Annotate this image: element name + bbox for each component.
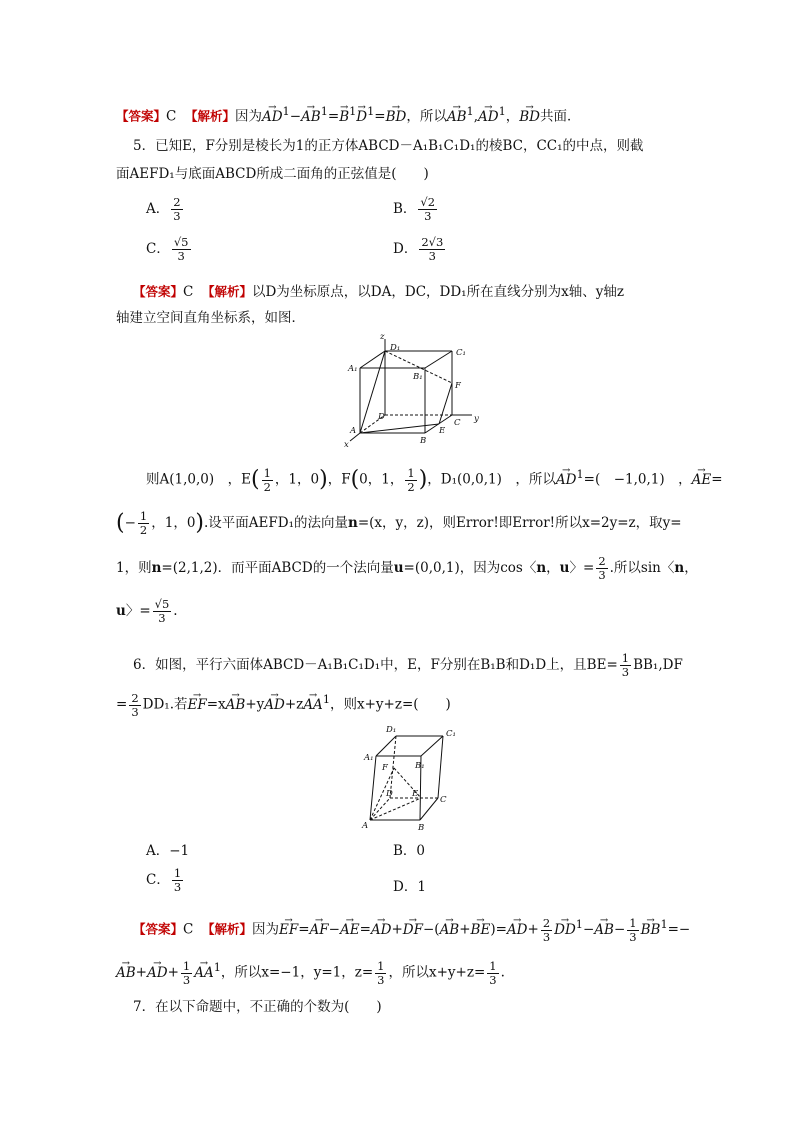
op: + <box>391 921 403 938</box>
text: ，则x+y+z=( ) <box>329 696 451 713</box>
fraction <box>262 467 273 494</box>
text: =(0,0,1)，因为cos〈 <box>403 560 537 576</box>
sup: 1 <box>367 105 375 118</box>
text: ，所以 <box>406 108 447 125</box>
q6-option-c <box>146 867 185 894</box>
sup: 1 <box>349 105 357 118</box>
op: −( <box>422 921 440 938</box>
q5-solution-line5 <box>116 555 698 582</box>
q5-option-a <box>146 196 185 223</box>
option-label: B． <box>393 201 417 217</box>
edge <box>420 798 438 820</box>
q5-stem-line1: 5．已知E，F分别是棱长为1的正方体ABCD－A₁B₁C₁D₁的棱BC，CC₁的中点，则截 <box>133 138 644 154</box>
sup: 1 <box>213 961 221 974</box>
edge <box>370 756 376 820</box>
q6-answer-line2 <box>116 958 505 987</box>
fraction <box>138 510 149 537</box>
option-label: C． <box>146 872 170 888</box>
numerator: 1 <box>377 958 385 973</box>
numerator: √2 <box>420 195 436 209</box>
fraction <box>418 196 437 223</box>
q5-option-b <box>393 196 439 223</box>
q6-option-d <box>393 875 426 895</box>
op: − <box>613 921 626 938</box>
vector: → AE <box>692 470 712 490</box>
label: F <box>455 381 461 391</box>
fraction <box>181 960 192 987</box>
vector-u: u <box>393 560 404 576</box>
denominator: 2 <box>407 479 415 494</box>
op: = <box>359 921 371 938</box>
fraction <box>419 236 445 263</box>
vector: → EF <box>279 920 298 940</box>
vector-u: u <box>116 603 126 619</box>
text: ，所以x=−1，y=1，z= <box>220 964 374 981</box>
fraction <box>375 960 386 987</box>
vector: → AD <box>264 695 285 715</box>
numerator: 2 <box>598 554 606 568</box>
fraction <box>153 598 172 625</box>
explanation-tag: 【解析】 <box>201 284 252 299</box>
vector: → AB <box>594 920 614 940</box>
numerator: 2 <box>131 690 139 705</box>
text: 1，则 <box>116 560 152 576</box>
numerator: √5 <box>154 597 170 611</box>
paren: ( <box>116 510 125 536</box>
option-label: C． <box>146 241 170 257</box>
sup: 1 <box>466 105 474 118</box>
numerator: 1 <box>621 651 630 665</box>
fraction <box>129 692 140 719</box>
text: 以D为坐标原点，以DA，DC，DD₁所在直线分别为x轴、y轴z <box>251 284 624 300</box>
numerator: 1 <box>139 509 148 523</box>
answer-tag: 【答案】 <box>116 108 167 124</box>
label: A <box>350 426 357 436</box>
vector: → AD <box>262 107 283 127</box>
label: C₁ <box>456 348 466 358</box>
sup: 1 <box>576 468 584 481</box>
vector: → AA <box>303 695 323 715</box>
answer-tag: 【答案】 <box>133 284 184 299</box>
op: − <box>582 921 595 938</box>
vector-n: n <box>674 560 685 576</box>
answer-value: C <box>183 284 194 300</box>
op: + <box>459 921 471 938</box>
label: A₁ <box>364 753 374 763</box>
numerator: 1 <box>629 915 637 930</box>
numerator: 1 <box>407 465 415 480</box>
denominator: 3 <box>173 209 181 223</box>
edge <box>360 351 385 368</box>
denominator: 3 <box>598 568 606 582</box>
label: A₁ <box>348 364 358 374</box>
numerator: √5 <box>173 235 189 249</box>
explanation-tag: 【解析】 <box>201 921 252 937</box>
label: F <box>382 763 388 773</box>
fraction <box>627 917 638 944</box>
text: .设平面AEFD₁的法向量 <box>204 515 349 531</box>
edge <box>376 736 396 756</box>
vector: → AE <box>340 920 360 940</box>
denominator: 2 <box>139 523 148 537</box>
q5-answer-line <box>133 282 624 302</box>
vector: → BB <box>641 920 661 940</box>
q5-option-d <box>393 236 447 263</box>
hidden-edge <box>370 798 390 820</box>
q4-answer-line <box>116 102 580 127</box>
label: B <box>418 823 425 833</box>
label: E <box>412 789 419 799</box>
q6-option-a <box>146 839 189 859</box>
label: y <box>474 414 479 424</box>
fraction <box>405 467 416 494</box>
label: D₁ <box>386 725 397 735</box>
denominator: 3 <box>131 704 139 719</box>
vector-u: u <box>559 560 570 576</box>
text: ，1，0 <box>274 471 320 488</box>
fraction <box>487 960 498 987</box>
op: =− <box>667 921 691 938</box>
text: ，D₁(0,0,1) ，所以 <box>427 471 556 488</box>
option-value: 0 <box>416 843 426 859</box>
text: = <box>116 696 128 713</box>
vector: → EF <box>188 695 207 715</box>
text: 则A(1,0,0) ，E <box>146 471 251 488</box>
q5-explanation-line2: 轴建立空间直角坐标系，如图． <box>116 310 305 326</box>
op: = <box>374 108 386 125</box>
label: D <box>378 412 385 422</box>
sup: 1 <box>282 105 290 118</box>
q5-stem-line2: 面AEFD₁与底面ABCD所成二面角的正弦值是( ) <box>116 166 429 182</box>
numerator: 2√3 <box>421 235 444 249</box>
label: D <box>386 789 393 799</box>
text: =( −1,0,1) ， <box>583 471 692 488</box>
text: .所以sin〈 <box>609 560 675 576</box>
text: ， <box>684 560 698 576</box>
line-AE <box>370 798 421 820</box>
vector: → AD <box>147 963 168 983</box>
numerator: 1 <box>263 465 271 480</box>
edge <box>425 351 452 368</box>
vector: → AA <box>194 963 214 983</box>
text: =(x，y，z)，则Error!即Error!所以x=2y=z，取y= <box>357 515 682 531</box>
text: =x <box>206 696 226 713</box>
label: E <box>439 426 446 436</box>
sup: 1 <box>322 693 330 706</box>
fraction <box>171 196 182 223</box>
denominator: 3 <box>377 972 385 987</box>
text: =(2,1,2)．而平面ABCD的一个法向量 <box>161 560 394 576</box>
vector: → AD <box>556 470 577 490</box>
label: C₁ <box>446 729 456 739</box>
sup: 1 <box>575 918 583 931</box>
label: z <box>380 333 385 342</box>
op: = <box>298 921 310 938</box>
denominator: 3 <box>424 209 432 223</box>
edge <box>438 736 443 798</box>
text: 〉= <box>125 603 151 619</box>
text: − <box>124 515 136 531</box>
text: 因为 <box>234 108 262 125</box>
sup: 1 <box>660 918 668 931</box>
q5-solution-line4 <box>116 510 682 537</box>
vector: → BD <box>386 107 407 127</box>
paren: ) <box>195 510 205 536</box>
vector: → BE <box>471 920 491 940</box>
text: = <box>711 471 723 488</box>
answer-value: C <box>166 108 177 125</box>
label: C <box>454 418 461 428</box>
fraction <box>172 236 191 263</box>
denominator: 3 <box>542 929 551 944</box>
denominator: 3 <box>173 880 182 894</box>
sup: 1 <box>498 105 506 118</box>
answer-value: C <box>183 921 194 938</box>
edge <box>421 736 443 756</box>
paren: ) <box>418 467 428 492</box>
vector: → DD <box>554 920 576 940</box>
option-label: A． <box>146 201 170 217</box>
text: ，所以x+y+z= <box>388 964 486 981</box>
op: + <box>527 921 539 938</box>
vector: → AD <box>478 107 499 127</box>
vector: → BD <box>519 107 540 127</box>
answer-tag: 【答案】 <box>133 921 184 937</box>
denominator: 3 <box>489 972 497 987</box>
fraction <box>620 652 631 679</box>
q5-option-c <box>146 236 193 263</box>
option-label: A． <box>146 843 170 859</box>
option-label: D． <box>393 241 418 257</box>
denominator: 3 <box>621 665 630 679</box>
paren: ( <box>350 467 360 492</box>
vector-n: n <box>151 560 162 576</box>
op: − <box>328 921 340 938</box>
label: C <box>440 795 447 805</box>
op: = <box>327 108 340 125</box>
text: ， <box>546 560 560 576</box>
vector: → DF <box>403 920 423 940</box>
q6-parallelepiped-figure <box>356 718 466 833</box>
vector: → D <box>356 107 367 127</box>
explanation-tag: 【解析】 <box>184 108 235 124</box>
text: BB₁,DF <box>633 657 683 673</box>
vector: → B <box>339 107 349 127</box>
q5-cube-figure <box>340 333 490 451</box>
q6-stem-line2 <box>116 690 451 719</box>
op: − <box>289 108 302 125</box>
paren: ( <box>251 467 260 492</box>
denominator: 3 <box>182 972 191 987</box>
label: B₁ <box>415 761 425 771</box>
numerator: 1 <box>182 958 191 973</box>
text: . <box>500 964 505 981</box>
fraction <box>172 867 183 894</box>
vector: → AB <box>301 107 321 127</box>
text: 0，1， <box>359 471 404 488</box>
text: 〉= <box>569 560 595 576</box>
text: +y <box>245 696 265 713</box>
label: B₁ <box>413 372 423 382</box>
label: x <box>344 440 349 450</box>
option-label: B． <box>393 843 417 859</box>
text: ，F <box>327 471 351 488</box>
text: 共面． <box>539 108 581 125</box>
option-value: 1 <box>417 879 426 895</box>
op: + <box>167 964 179 981</box>
label: B <box>420 436 427 446</box>
sup: 1 <box>320 105 328 118</box>
option-value: −1 <box>169 843 190 859</box>
label: D₁ <box>390 343 401 353</box>
q7-stem: 7．在以下命题中，不正确的个数为( ) <box>133 999 382 1015</box>
vector: → AD <box>371 920 392 940</box>
numerator: 1 <box>173 866 182 880</box>
denominator: 3 <box>177 249 185 263</box>
vector: → AB <box>440 920 460 940</box>
fraction <box>541 917 552 944</box>
numerator: 2 <box>173 195 181 209</box>
vector: → AF <box>310 920 329 940</box>
vector: → AB <box>226 695 246 715</box>
denominator: 2 <box>263 479 271 494</box>
q6-option-b <box>393 839 425 859</box>
section-edge <box>439 383 452 424</box>
text: DD₁.若 <box>142 696 188 713</box>
paren: ) <box>319 467 328 492</box>
fraction <box>596 555 607 582</box>
vector: → AB <box>116 963 136 983</box>
q6-answer-line <box>133 915 690 944</box>
text: ，1，0 <box>151 515 196 531</box>
text: . <box>173 603 178 619</box>
denominator: 3 <box>629 929 637 944</box>
text: 6．如图，平行六面体ABCD－A₁B₁C₁D₁中，E，F分别在B₁B和D₁D上，且BE= <box>133 657 618 673</box>
label: A <box>362 821 369 831</box>
op: )= <box>490 921 507 938</box>
numerator: 2 <box>542 915 551 930</box>
vector-n: n <box>348 515 358 531</box>
q6-stem-line1 <box>133 652 683 679</box>
option-label: D． <box>393 879 418 895</box>
q5-solution-line3 <box>146 465 723 494</box>
text: 因为 <box>251 921 279 938</box>
denominator: 3 <box>158 611 166 625</box>
text: +z <box>284 696 304 713</box>
vector: → AD <box>507 920 528 940</box>
q5-solution-line6 <box>116 598 178 625</box>
op: + <box>135 964 147 981</box>
op: ， <box>505 108 520 125</box>
vector-n: n <box>536 560 547 576</box>
op: , <box>473 108 478 125</box>
vector: → AB <box>447 107 467 127</box>
denominator: 3 <box>428 249 436 263</box>
numerator: 1 <box>489 958 497 973</box>
